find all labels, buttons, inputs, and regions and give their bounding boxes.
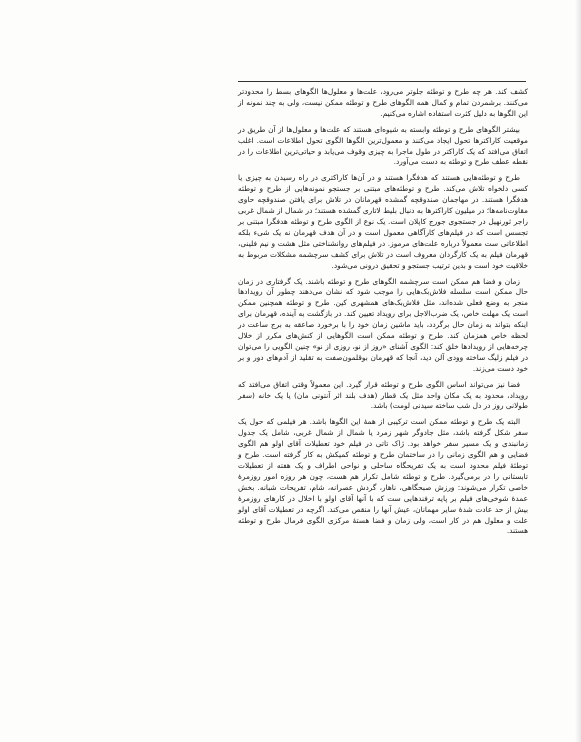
header-rule (238, 81, 526, 82)
paragraph: بیشتر الگوهای طرح و توطئه وابسته به شیوه‌ای هستند که علت‌ها و معلول‌ها از آن طریق در موقعیت کاراکترها تحول ایجاد می‌کنند و معمول‌ترین الگوها الگوی تحول اطلاعات است. اغلب اتفاق می‌افتد که یک کاراکتر در طول ماجرا به چیزی وقوف می‌یابد و حیاتی‌ترین اطلاعات را در نقطه عطف طرح و توطئه به دست می‌آورد. (238, 124, 528, 167)
paragraph: طرح و توطئه‌هایی هستند که هدفگرا هستند و در آن‌ها کاراکتری در راه رسیدن به چیزی یا کسی دلخواه تلاش می‌کند. طرح و توطئه‌های مبتنی بر جستجو نمونه‌هایی از طرح و توطئه هدفگرا هستند. در مهاجمان صندوقچه گمشده قهرمانان در تلاش برای یافتن صندوقچه حاوی مقاوت‌نامه‌ها؛ در میلیون کاراکترها به دنبال بلیط لاتاری گمشده هستند؛ در شمال از شمال غربی راجر ثورنهیل در جستجوی جورج کاپلان است. یک نوع از الگوی طرح و توطئه هدفگرا مبتنی بر تجسس است که در فیلم‌های کارآگاهی معمول است و در آن هدف قهرمان نه یک شیء بلکه اطلاعاتی ست معمولاً درباره علت‌های مرموز. در فیلم‌های روانشناختی مثل هشت و نیم فلینی، قهرمان فیلم به یک کارگردان معروف است در تلاش برای کشف سرچشمه مشکلات مربوط به خلاقیت خود است و بدین ترتیب جستجو و تحقیق درونی می‌شود. (238, 173, 528, 270)
paragraph: فضا نیز می‌تواند اساس الگوی طرح و توطئه قرار گیرد. این معمولاً وقتی اتفاق می‌افتد که رویداد، محدود به یک مکان واحد مثل یک قطار (هدف بلند اثر آنتونی مان) یا یک خانه (سفر طولانی روز در دل شب ساخته سیدنی لومت) باشد. (238, 379, 528, 411)
body-text (238, 87, 528, 542)
paragraph: البته یک طرح و توطئه ممکن است ترکیبی از همهٔ این الگوها باشد. هر فیلمی که حول یک سفر شکل گرفته باشد، مثل جادوگر شهر زمرد یا شمال از شمال غربی، شامل یک جدول زمانبندی و یک مسیر سفر خواهد بود. ژاک تاتی در فیلم خود تعطیلات آقای اولو هم الگوی فضایی و هم الگوی زمانی را در ساختمان طرح و توطئه کمیکش به کار گرفته است. طرح و توطئهٔ فیلم محدود است به یک تفریحگاه ساحلی و نواحی اطراف و یک هفته از تعطیلات تابستانی را در برمی‌گیرد. طرح و توطئه شامل تکرار هم هست، چون هر روزه امور روزمرهٔ خاصی تکرار می‌شوند: ورزش صبحگاهی، ناهار، گردش عصرانه، شام، تفریحات شبانه. بخش عمدهٔ شوخی‌های فیلم بر پایه ترفندهایی ست که با آنها آقای اولو با اخلال در کارهای روزمرهٔ بیش از حد عادت شدهٔ سایر مهمانان، عیش آنها را منقص می‌کند. اگرچه در تعطیلات آقای اولو علت و معلول هم در کار است، ولی زمان و فضا هستهٔ مرکزی الگوی فرمال طرح و توطئه هستند. (238, 417, 528, 536)
paragraph: زمان و فضا هم ممکن است سرچشمه الگوهای طرح و توطئه باشند. یک گرفتاری در زمان حال ممکن است سلسله فلاش‌بک‌هایی را موجب شود که نشان می‌دهند چطور آن رویدادها منجر به وضع فعلی شده‌اند، مثل فلاش‌بک‌های همشهری کین. طرح و توطئه همچنین ممکن است یک مهلت خاص، یک ضرب‌الاجل برای رویداد تعیین کند. در بازگشت به آینده، قهرمان برای اینکه بتواند به زمان حال برگردد، باید ماشین زمان خود را با برخورد صاعقه به برج ساعت در لحظه خاص همزمان کند. طرح و توطئه ممکن است الگوهایی از کنش‌های مکرر از خلال چرخه‌هایی از رویدادها خلق کند: الگوی آشنای «روز از نو، روزی از نو» چنین الگویی را می‌توان در فیلم زلیگ ساخته وودی آلن دید، آنجا که قهرمان بوقلمون‌صفت به تقلید از آدم‌های دور و بر خود دست می‌زند. (238, 276, 528, 373)
paragraph: کشف کند. هر چه طرح و توطئه جلوتر می‌رود، علت‌ها و معلول‌ها الگوهای بسط را محدودتر می‌کنند. برشمردن تمام و کمال همه الگوهای طرح و توطئه ممکن نیست، ولی به چند نمونه از این الگوها به دلیل کثرت استفاده اشاره می‌کنیم. (238, 87, 528, 118)
page-edge-shadow (575, 0, 581, 742)
